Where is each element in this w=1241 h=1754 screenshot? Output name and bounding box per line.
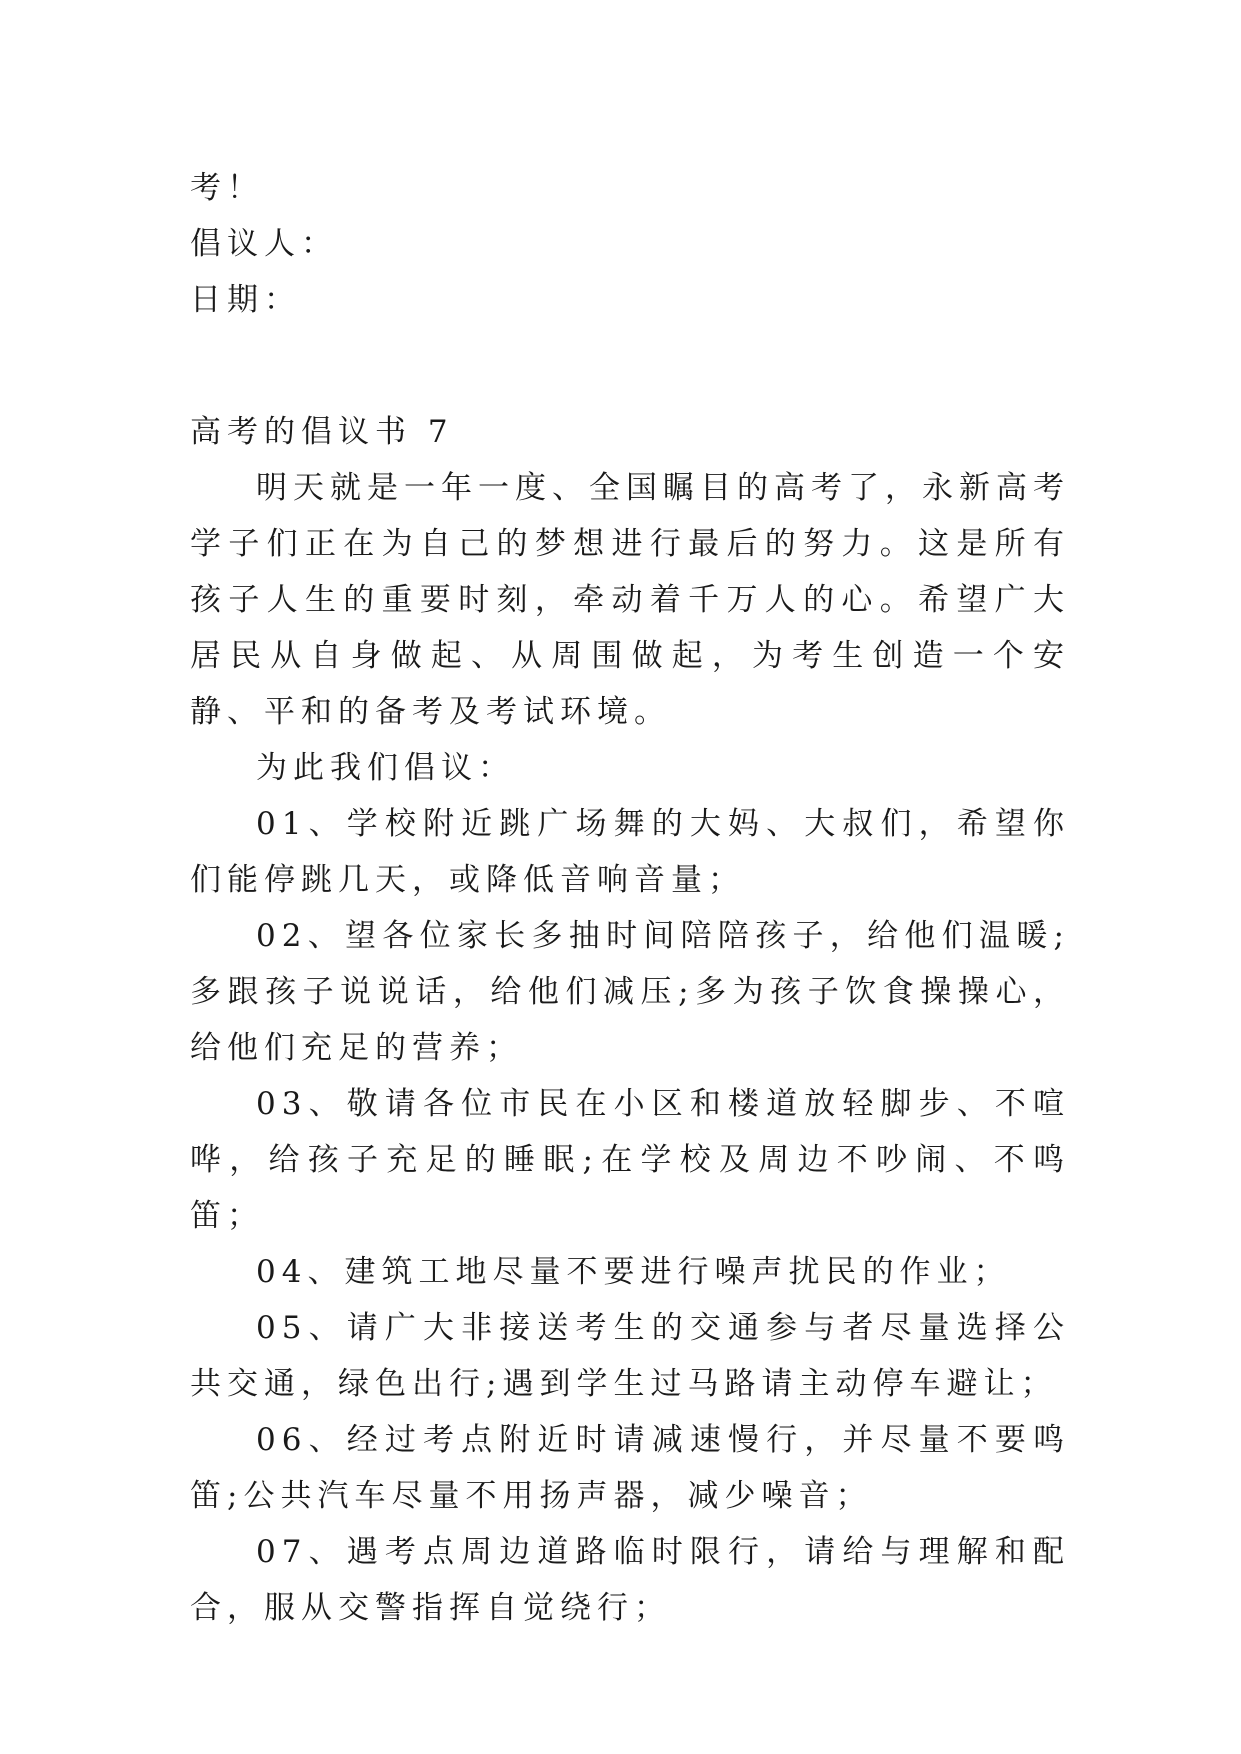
paragraph-proposal-heading: 为此我们倡议： [256,750,515,786]
date-label: 日期： [190,282,301,318]
proposer-label: 倡议人： [190,226,338,262]
paragraph-item-01: 01、学校附近跳广场舞的大妈、大叔们，希望你们能停跳几天，或降低音响音量； [190,806,1070,898]
paragraph-intro: 明天就是一年一度、全国瞩目的高考了，永新高考学子们正在为自己的梦想进行最后的努力。这是所有孩子人生的重要时刻，牵动着千万人的心。希望广大居民从自身做起、从周围做起，为考生创造一个安静、平和的备考及考试环境。 [190,470,1070,730]
document-body [190,160,1070,1636]
paragraph-item-05: 05、请广大非接送考生的交通参与者尽量选择公共交通，绿色出行;遇到学生过马路请主动停车避让； [190,1310,1070,1402]
paragraph-item-02: 02、望各位家长多抽时间陪陪孩子，给他们温暖;多跟孩子说说话，给他们减压;多为孩子饮食操操心，给他们充足的营养； [190,918,1070,1066]
section-spacer [190,328,1070,404]
paragraph-item-06: 06、经过考点附近时请减速慢行，并尽量不要鸣笛;公共汽车尽量不用扬声器，减少噪音； [190,1422,1070,1514]
closing-tail: 考！ [190,170,264,206]
paragraph-item-04: 04、建筑工地尽量不要进行噪声扰民的作业； [256,1254,1011,1290]
section-title: 高考的倡议书 7 [190,414,454,450]
paragraph-item-03: 03、敬请各位市民在小区和楼道放轻脚步、不喧哗，给孩子充足的睡眠;在学校及周边不吵闹、不鸣笛； [190,1086,1070,1234]
paragraph-item-07: 07、遇考点周边道路临时限行，请给与理解和配合，服从交警指挥自觉绕行； [190,1534,1070,1626]
